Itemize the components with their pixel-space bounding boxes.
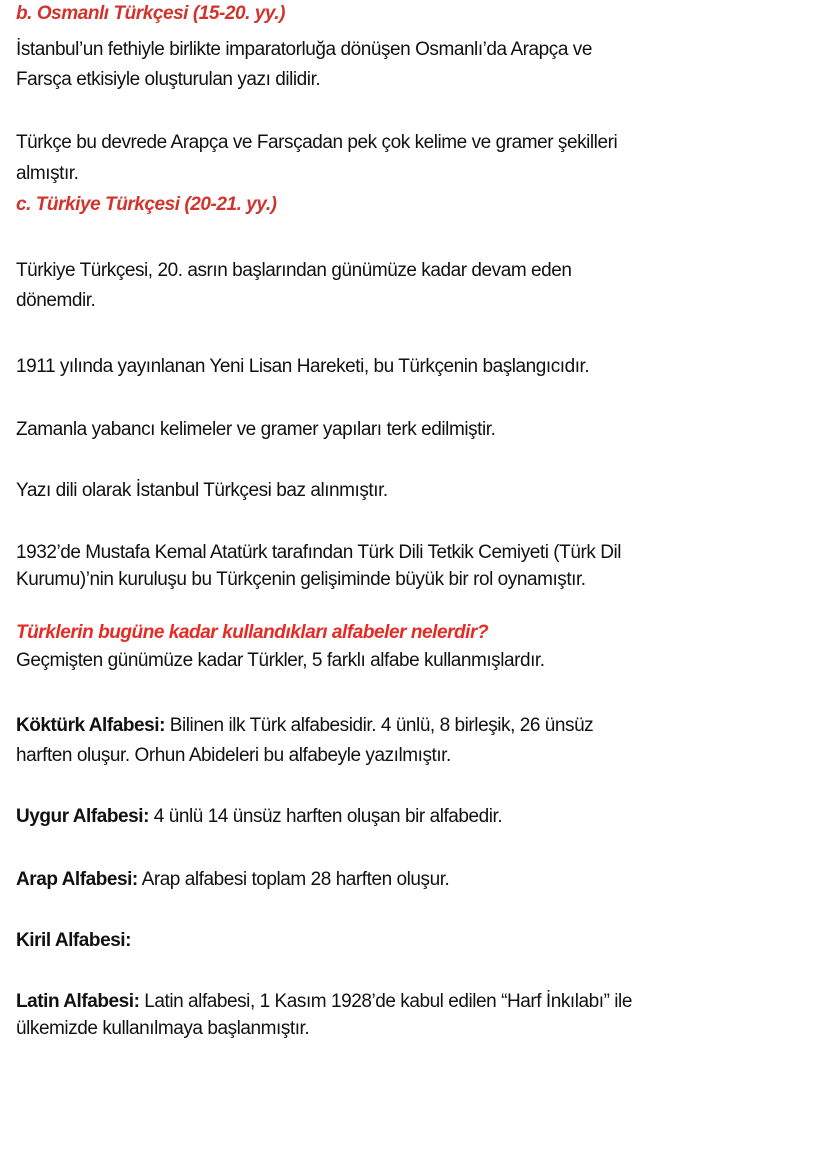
- alphabet-name: Latin Alfabesi:: [16, 991, 140, 1012]
- alphabet-name: Köktürk Alfabesi:: [16, 715, 165, 736]
- paragraph-line: 1932’de Mustafa Kemal Atatürk tarafından Türk Dili Tetkik Cemiyeti (Türk Dil: [16, 542, 622, 563]
- alphabet-item-kokturk: [16, 712, 593, 740]
- paragraph: 1911 yılında yayınlanan Yeni Lisan Hareketi, bu Türkçenin başlangıcıdır.: [16, 356, 590, 377]
- alphabet-desc: 4 ünlü 14 ünsüz harften oluşan bir alfabedir.: [148, 806, 503, 827]
- paragraph-line: Türkiye Türkçesi, 20. asrın başlarından günümüze kadar devam eden: [16, 260, 572, 281]
- paragraph-line: dönemdir.: [16, 290, 96, 311]
- alphabet-name: Kiril Alfabesi:: [16, 930, 132, 951]
- alphabet-item-latin: [16, 988, 632, 1016]
- section-heading-turkiye: c. Türkiye Türkçesi (20-21. yy.): [16, 194, 277, 215]
- paragraph-line: almıştır.: [16, 163, 79, 184]
- alphabet-desc: Latin alfabesi, 1 Kasım 1928’de kabul edilen “Harf İnkılabı” ile: [139, 991, 632, 1012]
- section-heading-osmanli: b. Osmanlı Türkçesi (15-20. yy.): [16, 3, 285, 24]
- paragraph: Yazı dili olarak İstanbul Türkçesi baz alınmıştır.: [16, 480, 388, 501]
- paragraph: Geçmişten günümüze kadar Türkler, 5 farklı alfabe kullanmışlardır.: [16, 650, 545, 671]
- paragraph-line: harften oluşur. Orhun Abideleri bu alfabeyle yazılmıştır.: [16, 745, 451, 766]
- paragraph: Zamanla yabancı kelimeler ve gramer yapıları terk edilmiştir.: [16, 419, 496, 440]
- paragraph-line: Türkçe bu devrede Arapça ve Farsçadan pek çok kelime ve gramer şekilleri: [16, 132, 618, 153]
- alphabet-name: Arap Alfabesi:: [16, 869, 138, 890]
- paragraph-line: ülkemizde kullanılmaya başlanmıştır.: [16, 1018, 310, 1039]
- question-heading: Türklerin bugüne kadar kullandıkları alfabeler nelerdir?: [16, 622, 489, 643]
- paragraph-line: Farsça etkisiyle oluşturulan yazı dilidir.: [16, 69, 321, 90]
- alphabet-desc: Arap alfabesi toplam 28 harften oluşur.: [137, 869, 450, 890]
- paragraph-line: Kurumu)’nin kuruluşu bu Türkçenin gelişiminde büyük bir rol oynamıştır.: [16, 569, 586, 590]
- alphabet-item-kiril: [16, 927, 131, 955]
- alphabet-desc: Bilinen ilk Türk alfabesidir. 4 ünlü, 8 birleşik, 26 ünsüz: [164, 715, 594, 736]
- alphabet-item-arap: [16, 866, 449, 894]
- paragraph-line: İstanbul’un fethiyle birlikte imparatorluğa dönüşen Osmanlı’da Arapça ve: [16, 39, 592, 60]
- alphabet-item-uygur: [16, 803, 502, 831]
- alphabet-name: Uygur Alfabesi:: [16, 806, 149, 827]
